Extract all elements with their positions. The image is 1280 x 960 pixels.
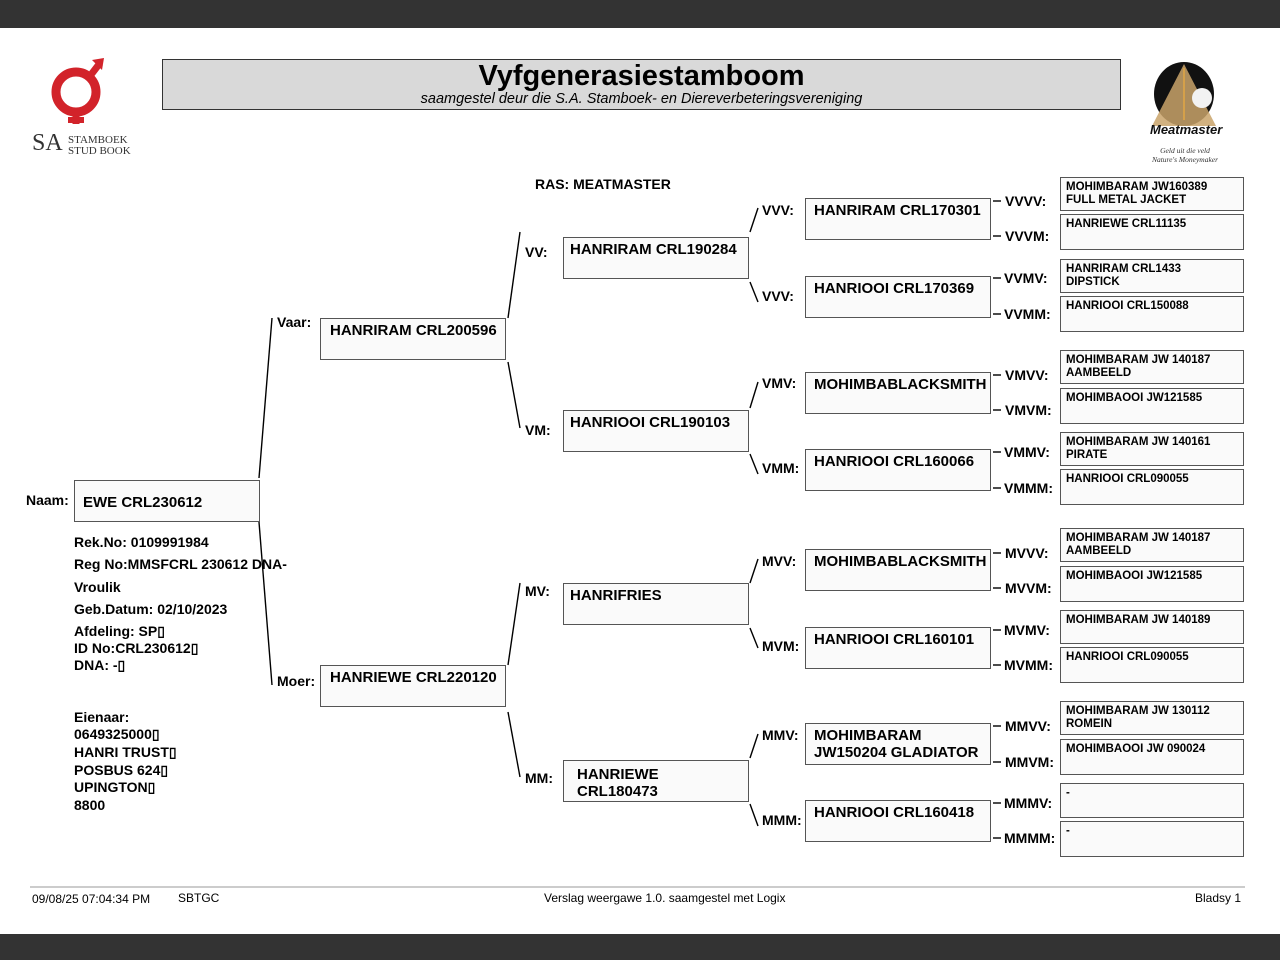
vmv-box: MOHIMBABLACKSMITH [805, 372, 991, 414]
footer-timestamp: 09/08/25 07:04:34 PM [32, 892, 151, 906]
name-label: Naam: [26, 492, 69, 508]
vvvm-box [1060, 214, 1244, 250]
vmmm-line1: HANRIOOI CRL090055 [1066, 473, 1189, 485]
vvmv-label: VVMV: [1004, 270, 1048, 286]
vv-label: VV: [525, 244, 548, 260]
mvvv-line2: AAMBEELD [1066, 545, 1132, 557]
dam-label: Moer: [277, 673, 316, 689]
birth-date: Geb.Datum: 02/10/2023 [74, 601, 228, 617]
animal-name-box: EWE CRL230612 [74, 480, 260, 522]
rek-no: Rek.No: 0109991984 [74, 534, 209, 550]
mvmv-box [1060, 610, 1244, 644]
vmmv-label: VMMV: [1004, 444, 1050, 460]
dam-box: HANRIEWE CRL220120 [320, 665, 506, 707]
owner-line: 0649325000▯ [74, 726, 160, 742]
footer-report: Verslag weergawe 1.0. saamgestel met Logix [544, 891, 786, 905]
sire-box: HANRIRAM CRL200596 [320, 318, 506, 360]
mm-label: MM: [525, 770, 553, 786]
vmmm-box [1060, 469, 1244, 505]
mm-box: HANRIEWE CRL180473 [563, 760, 749, 802]
mvvv-label: MVVV: [1005, 545, 1049, 561]
vvmm-label: VVMM: [1004, 306, 1051, 322]
tagline-line1: Geld uit die veld [1160, 146, 1210, 155]
vvvm-label: VVVM: [1005, 228, 1050, 244]
mvmm-line1: HANRIOOI CRL090055 [1066, 651, 1189, 663]
vmm-label: VMM: [762, 460, 800, 476]
owner-line: POSBUS 624▯ [74, 762, 169, 778]
mmmm-box [1060, 821, 1244, 857]
vvm-box: HANRIOOI CRL170369 [805, 276, 991, 318]
mmvv-line2: ROMEIN [1066, 718, 1112, 730]
logo-line-studbook: STUD BOOK [68, 145, 131, 157]
vvmm-box [1060, 296, 1244, 332]
mmm-label: MMM: [762, 812, 802, 828]
page-title: Vyfgenerasiestamboom [478, 60, 805, 92]
vmvv-box [1060, 350, 1244, 384]
mvm-box: HANRIOOI CRL160101 [805, 627, 991, 669]
vvvv-line1: MOHIMBARAM JW160389 [1066, 181, 1208, 193]
vmvm-box [1060, 388, 1244, 424]
vmvv-line1: MOHIMBARAM JW 140187 [1066, 354, 1211, 366]
vm-label: VM: [525, 422, 551, 438]
mvv-label: MVV: [762, 553, 797, 569]
owner-line: HANRI TRUST▯ [74, 744, 177, 760]
vvvv-label: VVVV: [1005, 193, 1047, 209]
vmmv-line2: PIRATE [1066, 449, 1108, 461]
mvvv-box [1060, 528, 1244, 562]
sire-label: Vaar: [277, 314, 312, 330]
vv-box: HANRIRAM CRL190284 [563, 237, 749, 279]
mvvv-line1: MOHIMBARAM JW 140187 [1066, 532, 1211, 544]
mmmm-label: MMMM: [1004, 830, 1056, 846]
vvvv-box [1060, 177, 1244, 211]
vmvv-label: VMVV: [1005, 367, 1049, 383]
mvmm-label: MVMM: [1004, 657, 1053, 673]
owner-label: Eienaar: [74, 709, 130, 725]
mvmv-label: MVMV: [1004, 622, 1050, 638]
vm-box: HANRIOOI CRL190103 [563, 410, 749, 452]
tagline-line2: Nature's Moneymaker [1151, 155, 1219, 164]
mv-box: HANRIFRIES [563, 583, 749, 625]
mmmv-box [1060, 783, 1244, 818]
mmvm-line1: MOHIMBAOOI JW 090024 [1066, 743, 1206, 755]
sex: Vroulik [74, 579, 121, 595]
sa-logo-letters: SA [32, 130, 63, 156]
vvvm-line1: HANRIEWE CRL11135 [1066, 218, 1187, 230]
footer-page: Bladsy 1 [1195, 891, 1242, 905]
mmvm-label: MMVM: [1005, 754, 1054, 770]
mmv-label: MMV: [762, 727, 799, 743]
page-subtitle: saamgestel deur die S.A. Stamboek- en Diereverbeteringsvereniging [420, 91, 863, 107]
mmvv-line1: MOHIMBARAM JW 130112 [1066, 705, 1210, 717]
mmv-line2: JW150204 GLADIATOR [814, 744, 979, 761]
vvmm-line1: HANRIOOI CRL150088 [1066, 300, 1189, 312]
mmvv-box [1060, 701, 1244, 735]
vvmv-line1: HANRIRAM CRL1433 [1066, 263, 1182, 275]
vmmv-box [1060, 432, 1244, 466]
mvmv-line1: MOHIMBARAM JW 140189 [1066, 614, 1211, 626]
owner-line: 8800 [74, 797, 106, 813]
vmv-label: VMV: [762, 375, 797, 391]
mvvm-line1: MOHIMBAOOI JW121585 [1066, 570, 1203, 582]
reg-no: Reg No:MMSFCRL 230612 DNA- [74, 556, 287, 572]
mvv-box: MOHIMBABLACKSMITH [805, 549, 991, 591]
mvmm-box [1060, 647, 1244, 683]
logo-line-stamboek: STAMBOEK [68, 134, 128, 146]
mvvm-box [1060, 566, 1244, 602]
mvm-label: MVM: [762, 638, 800, 654]
vvmv-line2: DIPSTICK [1066, 276, 1120, 288]
vmvm-line1: MOHIMBAOOI JW121585 [1066, 392, 1203, 404]
vmm-box: HANRIOOI CRL160066 [805, 449, 991, 491]
mmm-box: HANRIOOI CRL160418 [805, 800, 991, 842]
mmv-box [805, 723, 991, 765]
vmmv-line1: MOHIMBARAM JW 140161 [1066, 436, 1211, 448]
mv-label: MV: [525, 583, 550, 599]
mvvm-label: MVVM: [1005, 580, 1052, 596]
vvv-box: HANRIRAM CRL170301 [805, 198, 991, 240]
meatmaster-brand: Meatmaster [1150, 122, 1223, 137]
mmmv-label: MMMV: [1004, 795, 1053, 811]
footer-code: SBTGC [178, 891, 220, 905]
mmvm-box [1060, 739, 1244, 775]
vvmv-box [1060, 259, 1244, 293]
mmmv-line1: - [1066, 787, 1070, 799]
vmvv-line2: AAMBEELD [1066, 367, 1132, 379]
vvvv-line2: FULL METAL JACKET [1066, 194, 1187, 206]
mmv-line1: MOHIMBARAM [814, 727, 922, 744]
id-no: ID No:CRL230612▯ [74, 640, 199, 656]
vmvm-label: VMVM: [1005, 402, 1052, 418]
vvm-label: VVV: [762, 288, 794, 304]
afdeling: Afdeling: SP▯ [74, 623, 165, 639]
mmvv-label: MMVV: [1005, 718, 1051, 734]
vvv-label: VVV: [762, 202, 794, 218]
breed-label: RAS: MEATMASTER [535, 176, 671, 192]
dna: DNA: -▯ [74, 657, 126, 673]
vmmm-label: VMMM: [1004, 480, 1053, 496]
owner-line: UPINGTON▯ [74, 779, 156, 795]
mmmm-line1: - [1066, 825, 1070, 837]
